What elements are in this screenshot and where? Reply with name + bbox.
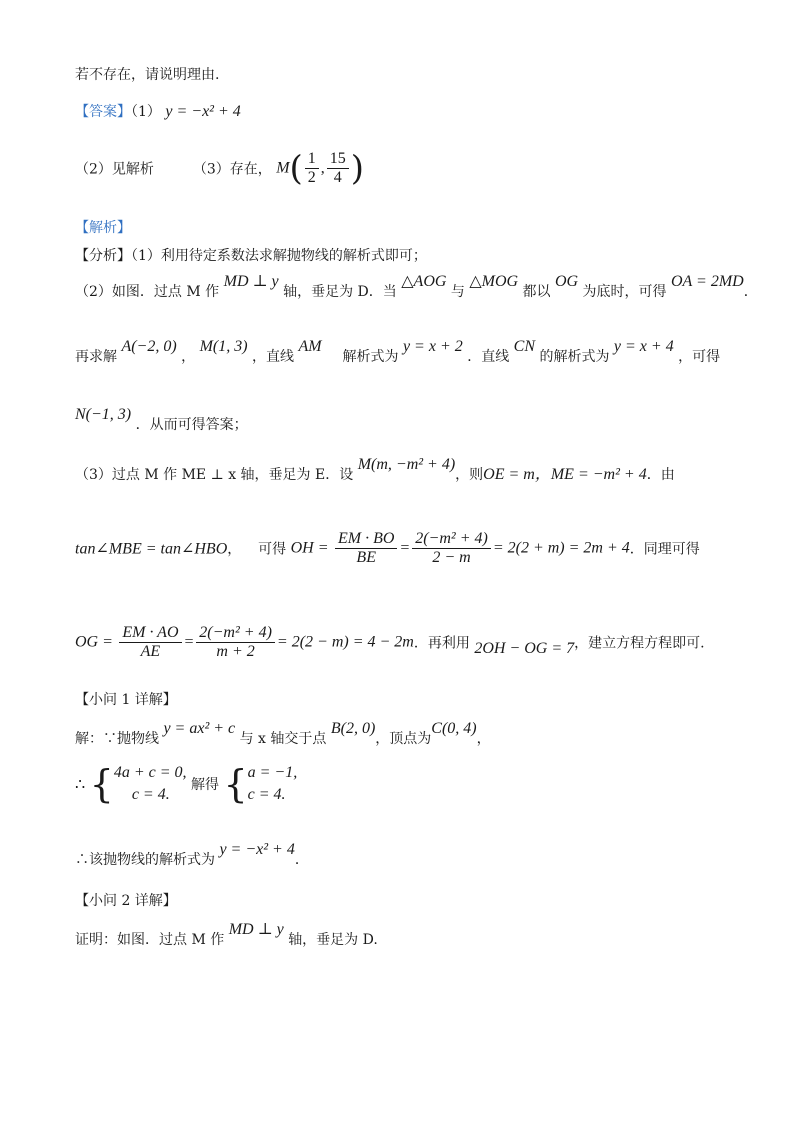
part3-text-8: ，建立方程方程即可.	[574, 635, 705, 652]
part3-text-6: ．同理可得	[629, 541, 700, 558]
q1-conclusion-text: ∴该抛物线的解析式为	[75, 852, 215, 868]
part3-line-3	[75, 624, 705, 661]
part2-text-6: ．	[743, 284, 758, 300]
therefore-symbol: ∴	[75, 774, 86, 794]
answer-p1-equation: y = −x² + 4	[165, 103, 241, 120]
part2-eq-point-n: N(−1, 3)	[75, 406, 132, 423]
part3-frac-em-ao: $\frac{EM \cdot AO}{AE}$	[119, 624, 181, 661]
q1-conclusion-equation: y = −x² + 4	[219, 841, 295, 858]
answer-p1-prefix: （1）	[131, 104, 161, 120]
part2-text-11: ．直线	[467, 349, 510, 365]
part2-text-3: 与	[450, 284, 465, 300]
q1-eq-parabola: y = ax² + c	[163, 720, 236, 737]
q1-conclusion-end: ．	[294, 852, 309, 868]
q1-text-4: ，	[476, 731, 491, 747]
part2-text-12: 的解析式为	[539, 349, 610, 365]
part3-frac-og-expr: $\frac{\text{2(−m² + 4)}}{m + 2}$	[196, 624, 275, 661]
part2-line-1	[75, 273, 758, 301]
part2-text-1: （2）如图．过点 M 作	[75, 284, 220, 300]
part3-text-5: 可得	[258, 541, 287, 558]
answer-label: 【答案】	[75, 104, 131, 120]
q2-eq-md-perp-y: MD ⊥ y	[228, 921, 284, 938]
answer-line-1	[75, 101, 241, 121]
equals-sign: =	[399, 539, 411, 557]
part3-eq-oh-rhs: = 2(2 + m) = 2m + 4	[492, 539, 630, 557]
part2-eq-am: AM	[298, 338, 322, 355]
part2-eq-line-am: y = x + 2	[402, 338, 463, 355]
left-paren: (	[289, 148, 303, 189]
q1-conclusion	[75, 841, 309, 869]
part2-eq-og: OG	[554, 273, 579, 290]
part3-text-3: ．由	[646, 467, 675, 483]
part3-text-1: （3）过点 M 作 ME ⊥ x 轴，垂足为 E．设	[75, 467, 354, 483]
part3-frac-oh-expr: $\frac{\text{2(−m² + 4)}}{2 - m}$	[412, 530, 491, 567]
q1-system-line	[75, 762, 297, 806]
part3-text-4: ，	[227, 541, 242, 558]
part2-eq-triangle-mog: △MOG	[469, 273, 519, 290]
part2-eq-line-cn: y = x + 4	[613, 338, 674, 355]
part3-eq-point-m: M(m, −m² + 4)	[357, 456, 456, 473]
part2-text-5: 为底时，可得	[582, 284, 667, 300]
part3-eq-og-lhs: OG =	[75, 633, 113, 651]
fenxi-text: 【分析】（1）利用待定系数法求解抛物线的解析式即可；	[75, 248, 427, 264]
part2-text-10: 解析式为	[342, 349, 399, 365]
equation-system-2: a = −1, c = 4.	[247, 764, 298, 803]
part2-eq-point-a: A(−2, 0)	[121, 338, 177, 355]
part3-eq-tan: tan∠MBE = tan∠HBO	[75, 540, 228, 558]
intro-text: 若不存在，请说明理由.	[75, 67, 220, 83]
part2-text-2: 轴，垂足为 D．当	[283, 284, 397, 300]
fraction-one-half: $\frac{1}{2}$	[305, 150, 319, 187]
analysis-label: 【解析】	[75, 220, 131, 236]
part3-eq-oe-me: OE = m，ME = −m² + 4	[483, 466, 647, 483]
q1-line-1	[75, 720, 491, 748]
part3-line-2	[75, 530, 700, 567]
left-brace: {	[223, 762, 248, 806]
q2-text-2: 轴，垂足为 D.	[288, 932, 378, 948]
part3-text-2: ，则	[455, 467, 484, 483]
right-paren: )	[350, 148, 365, 189]
part2-text-8: ，	[181, 349, 196, 365]
part2-text-14: ．从而可得答案；	[135, 417, 248, 433]
part2-text-7: 再求解	[75, 349, 117, 365]
part3-frac-em-bo: $\frac{EM \cdot BO}{BE}$	[335, 530, 397, 567]
answer-p3-point: M	[276, 159, 290, 177]
comma: ,	[320, 159, 325, 177]
q1-text-3: ，顶点为	[375, 731, 432, 747]
q1-text-2: 与 x 轴交于点	[239, 731, 327, 747]
q1-text-1: 解：∵抛物线	[75, 731, 159, 747]
part3-eq-oh-lhs: OH =	[290, 539, 329, 557]
q2-line-1	[75, 921, 378, 949]
q1-label: 【小问 1 详解】	[75, 692, 177, 708]
part2-eq-md-perp-y: MD ⊥ y	[223, 273, 279, 290]
fraction-fifteen-fourths: $\frac{15}{4}$	[327, 150, 349, 187]
part3-text-7: ．再利用	[413, 635, 470, 652]
q1-eq-point-c: C(0, 4)	[431, 720, 477, 737]
part3-eq-2oh-og: 2OH − OG = 7	[474, 639, 575, 657]
part2-text-13: ，可得	[678, 349, 721, 365]
part3-eq-og-rhs: = 2(2 − m) = 4 − 2m	[276, 633, 414, 651]
part2-text-9: ，直线	[252, 349, 295, 365]
part2-line-3	[75, 406, 248, 434]
part2-eq-point-m: M(1, 3)	[199, 338, 248, 355]
q1-eq-point-b: B(2, 0)	[330, 720, 376, 737]
part2-eq-triangle-aog: △AOG	[401, 273, 447, 290]
q2-label: 【小问 2 详解】	[75, 893, 177, 909]
answer-p3-prefix: （3）存在，	[192, 161, 272, 178]
equals-sign: =	[183, 633, 195, 651]
part3-line-1	[75, 456, 675, 484]
part2-eq-cn: CN	[513, 338, 535, 355]
left-brace: {	[89, 762, 114, 806]
answer-p2: （2）见解析	[75, 161, 154, 178]
part2-text-4: 都以	[522, 284, 551, 300]
answer-line-2	[75, 150, 364, 187]
equation-system-1: 4a + c = 0, c = 4.	[113, 764, 187, 803]
part2-eq-oa-2md: OA = 2MD	[671, 273, 744, 290]
q2-text-1: 证明：如图．过点 M 作	[75, 932, 225, 948]
part2-line-2	[75, 338, 721, 366]
solve-text: 解得	[190, 777, 219, 793]
